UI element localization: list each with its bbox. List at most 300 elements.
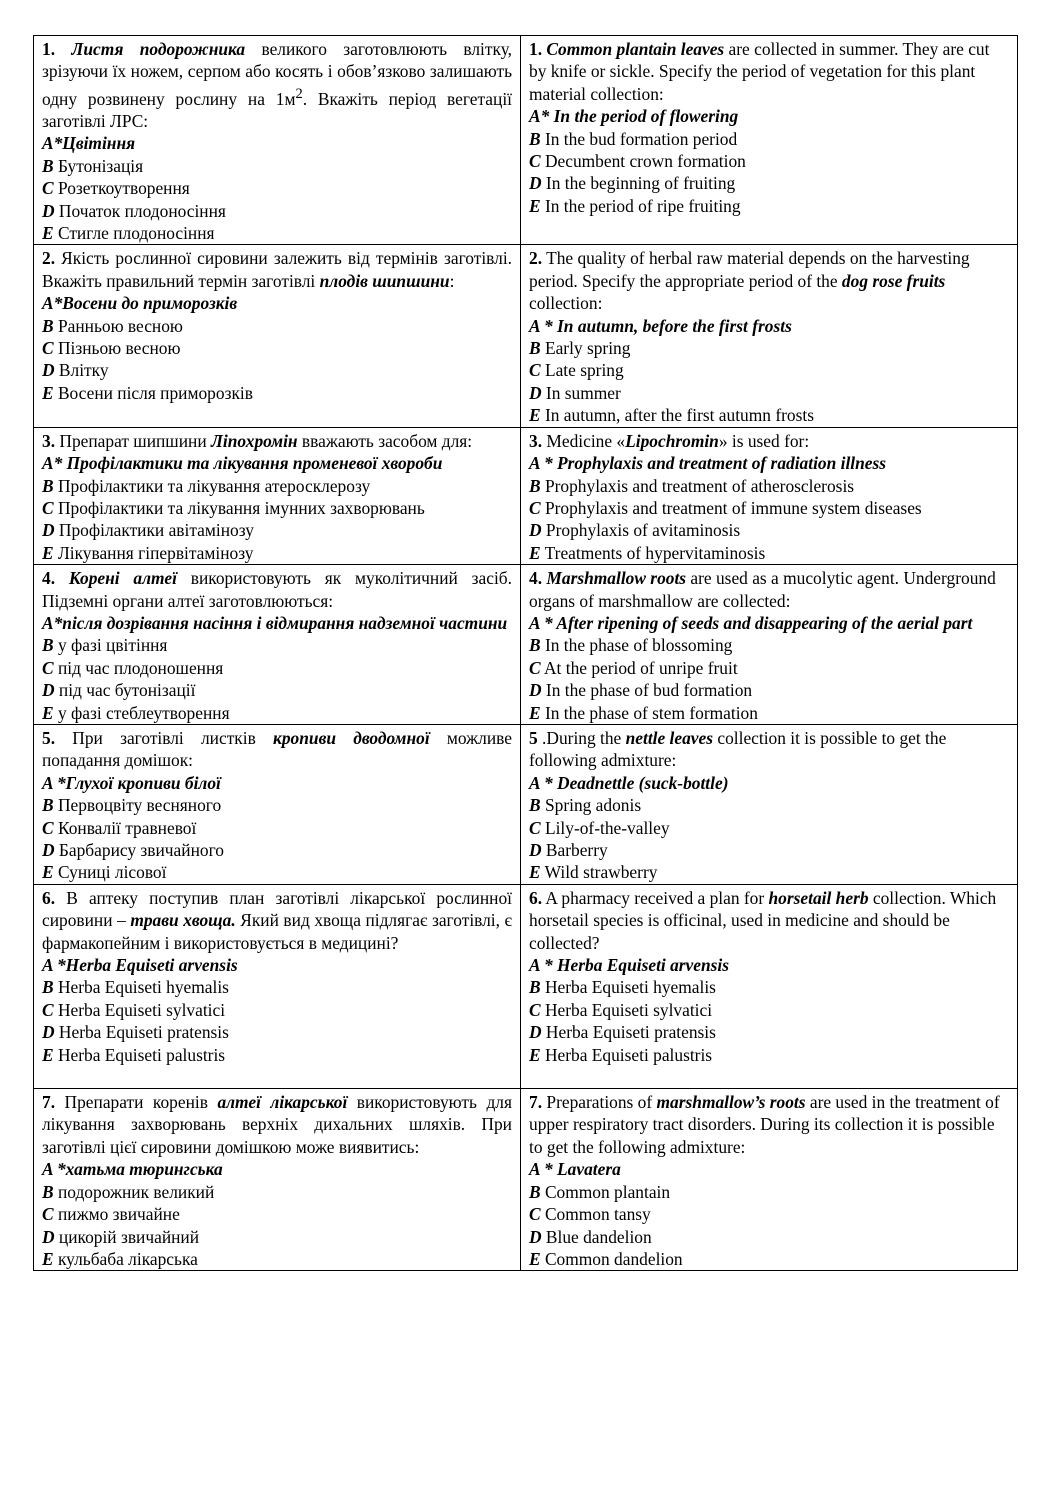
- question-number: 4.: [529, 568, 543, 589]
- option-letter: A: [42, 955, 53, 976]
- question-stem-part: використовують для лікування захворювань верхніх дихальних шляхів. При заготівлі цієї сировини домішкою може виявитись:: [42, 1092, 512, 1157]
- question-stem-part: вважають засобом для:: [297, 430, 473, 451]
- question-number: 7.: [529, 1092, 543, 1113]
- answer-option: [42, 1226, 512, 1248]
- option-letter: C: [529, 1204, 541, 1225]
- option-letter: C: [42, 999, 54, 1020]
- option-text: Первоцвіту весняного: [53, 795, 222, 816]
- question-number: 6.: [529, 887, 543, 908]
- answer-option-correct: [42, 132, 512, 154]
- option-text: Барбарису звичайного: [54, 840, 224, 861]
- question-stem-part: В аптеку поступив план заготівлі лікарської рослинної сировини –: [42, 887, 512, 931]
- option-text: Влітку: [54, 360, 109, 381]
- answer-option: [529, 702, 1009, 724]
- option-text: Wild strawberry: [540, 862, 658, 883]
- option-text: In summer: [541, 382, 621, 403]
- option-text: Розеткоутворення: [53, 178, 190, 199]
- option-letter: D: [42, 840, 55, 861]
- answer-option-correct: [529, 452, 1009, 474]
- option-text: Профілактики авітамінозу: [54, 520, 254, 541]
- option-text: In the phase of blossoming: [540, 635, 733, 656]
- question-stem-part: великого заготовлюють влітку, зрізуючи їх ножем, серпом або косять і обов’язково залишають одну розвинену рослину на 1м: [42, 39, 512, 109]
- question-row: [34, 245, 1018, 427]
- option-letter: E: [529, 1044, 541, 1065]
- option-text: під час плодоношення: [53, 657, 224, 678]
- option-letter: A: [42, 772, 53, 793]
- option-text: Пізньою весною: [53, 338, 181, 359]
- question-stem-part: are used as a mucolytic agent. Underground organs of marshmallow are collected:: [529, 568, 996, 611]
- answer-option: [529, 172, 1009, 194]
- option-letter: B: [42, 155, 54, 176]
- option-text: Суниці лісової: [53, 862, 167, 883]
- question-stem-part: » is used for:: [718, 430, 810, 451]
- option-letter: B: [529, 1181, 541, 1202]
- option-text: Початок плодоносіння: [54, 200, 226, 221]
- option-letter: D: [529, 680, 542, 701]
- answer-option: [529, 1044, 1009, 1066]
- option-text: Herba Equiseti sylvatici: [540, 999, 713, 1020]
- option-letter: D: [42, 1226, 55, 1247]
- option-letter: E: [529, 542, 541, 563]
- option-text: * In autumn, before the first frosts: [539, 315, 792, 336]
- option-letter: D: [42, 520, 55, 541]
- option-letter: B: [529, 128, 541, 149]
- answer-option: [529, 475, 1009, 497]
- question-key-term: плодів шипшини: [319, 270, 450, 291]
- question-text: [529, 887, 1009, 954]
- answer-option: [42, 999, 512, 1021]
- option-letter: B: [529, 338, 541, 359]
- option-letter: B: [529, 977, 541, 998]
- question-stem-part: При заготівлі листків: [55, 727, 274, 748]
- question-text: [529, 247, 1009, 314]
- option-letter: B: [42, 977, 54, 998]
- option-text: Herba Equiseti sylvatici: [53, 999, 226, 1020]
- option-letter: D: [529, 1226, 542, 1247]
- option-text: Herba Equiseti palustris: [540, 1044, 713, 1065]
- question-key-term: nettle leaves: [625, 727, 714, 748]
- answer-option: [529, 861, 1009, 883]
- question-number: 5: [529, 727, 538, 748]
- question-cell-uk: [34, 1089, 521, 1271]
- answer-option: [529, 817, 1009, 839]
- option-text: In the phase of bud formation: [541, 680, 753, 701]
- option-text: In the phase of stem formation: [540, 702, 758, 723]
- answer-option: [42, 222, 512, 244]
- option-letter: D: [529, 1022, 542, 1043]
- option-text: Ранньою весною: [53, 315, 183, 336]
- option-text: Common plantain: [540, 1181, 671, 1202]
- option-text: Late spring: [540, 360, 624, 381]
- answer-option-correct: [529, 315, 1009, 337]
- question-stem-part: collection:: [529, 293, 603, 314]
- option-text: Barberry: [541, 840, 608, 861]
- question-key-term: трави хвоща.: [130, 910, 236, 931]
- option-text: * Профілактики та лікування променевої хвороби: [53, 453, 443, 474]
- answer-option: [42, 382, 512, 404]
- option-text: In the bud formation period: [540, 128, 738, 149]
- answer-option: [529, 976, 1009, 998]
- option-letter: D: [529, 382, 542, 403]
- question-text: [42, 430, 512, 452]
- question-number: 5.: [42, 727, 56, 748]
- question-text: [529, 430, 1009, 452]
- option-text: *хатьма тюрингська: [52, 1159, 223, 1180]
- question-number: 2.: [42, 248, 56, 269]
- answer-option-correct: [529, 772, 1009, 794]
- option-letter: A: [529, 106, 541, 127]
- option-letter: A: [529, 453, 540, 474]
- option-letter: C: [42, 1204, 54, 1225]
- answer-option: [529, 497, 1009, 519]
- question-number: 3.: [529, 430, 543, 451]
- question-stem-part: Препарати коренів: [55, 1092, 218, 1113]
- answer-option: [42, 1248, 512, 1270]
- option-text: цикорій звичайний: [54, 1226, 200, 1247]
- option-text: під час бутонізації: [54, 680, 196, 701]
- option-text: * Deadnettle (suck-bottle): [539, 772, 729, 793]
- superscript: 2: [295, 85, 303, 102]
- option-text: Common dandelion: [540, 1248, 683, 1269]
- answer-option: [529, 128, 1009, 150]
- option-letter: A: [42, 453, 54, 474]
- option-letter: C: [42, 497, 54, 518]
- question-key-term: Ліпохромін: [210, 430, 298, 451]
- question-stem-part: :: [449, 270, 455, 291]
- option-text: * Lavatera: [539, 1159, 621, 1180]
- option-letter: D: [42, 360, 55, 381]
- answer-option: [529, 1248, 1009, 1270]
- answer-option: [529, 679, 1009, 701]
- option-letter: E: [529, 405, 541, 426]
- option-text: Бутонізація: [53, 155, 144, 176]
- question-text: [42, 727, 512, 772]
- question-number: 6.: [42, 887, 56, 908]
- answer-option: [42, 679, 512, 701]
- question-number: 1.: [529, 39, 543, 59]
- question-cell-uk: [34, 724, 521, 884]
- answer-option: [529, 999, 1009, 1021]
- option-letter: D: [529, 840, 542, 861]
- option-letter: E: [529, 195, 541, 216]
- question-stem-part: The quality of herbal raw material depends on the harvesting period. Specify the appropriate period of the: [529, 248, 970, 291]
- question-key-term: Lipochromin: [625, 430, 719, 451]
- answer-option-correct: [42, 292, 512, 314]
- question-cell-en: [521, 36, 1018, 245]
- option-text: Стигле плодоносіння: [53, 223, 215, 244]
- question-text: [42, 887, 512, 954]
- question-cell-uk: [34, 245, 521, 427]
- answer-option: [42, 1181, 512, 1203]
- option-letter: E: [42, 1044, 54, 1065]
- answer-option: [42, 497, 512, 519]
- answer-option-correct: [529, 954, 1009, 976]
- answer-option: [529, 337, 1009, 359]
- option-letter: D: [42, 200, 55, 221]
- option-letter: C: [42, 817, 54, 838]
- option-letter: E: [529, 862, 541, 883]
- answer-option: [529, 1181, 1009, 1203]
- option-letter: C: [529, 657, 541, 678]
- answer-option: [42, 315, 512, 337]
- answer-option: [42, 1021, 512, 1043]
- option-letter: C: [529, 360, 541, 381]
- option-text: *Цвітіння: [53, 133, 136, 154]
- question-number: 4.: [42, 568, 56, 589]
- question-text: [529, 1091, 1009, 1158]
- answer-option: [42, 657, 512, 679]
- question-row: [34, 724, 1018, 884]
- question-row: [34, 36, 1018, 245]
- question-cell-en: [521, 427, 1018, 564]
- option-letter: E: [42, 702, 54, 723]
- option-text: *Herba Equiseti arvensis: [52, 955, 238, 976]
- question-key-term: Marshmallow roots: [546, 568, 687, 589]
- answer-option: [529, 542, 1009, 564]
- option-text: Профілактики та лікування імунних захворювань: [53, 497, 425, 518]
- option-letter: A: [42, 1159, 53, 1180]
- question-cell-en: [521, 1089, 1018, 1271]
- option-text: * Herba Equiseti arvensis: [539, 955, 730, 976]
- answer-option-correct: [529, 1158, 1009, 1180]
- question-text: [42, 38, 512, 132]
- option-text: Prophylaxis and treatment of atherosclerosis: [540, 475, 855, 496]
- option-letter: E: [42, 223, 54, 244]
- question-text: [529, 38, 1009, 105]
- answer-option: [42, 817, 512, 839]
- answer-option: [42, 155, 512, 177]
- answer-option: [42, 861, 512, 883]
- question-cell-uk: [34, 427, 521, 564]
- question-stem-part: A pharmacy received a plan for: [542, 887, 769, 908]
- option-text: In autumn, after the first autumn frosts: [540, 405, 814, 426]
- answer-option: [42, 702, 512, 724]
- option-letter: A: [529, 612, 540, 633]
- option-letter: B: [529, 795, 541, 816]
- option-text: у фазі цвітіння: [53, 635, 168, 656]
- option-letter: B: [42, 635, 54, 656]
- option-text: у фазі стеблеутворення: [53, 702, 230, 723]
- option-letter: A: [529, 315, 540, 336]
- question-cell-en: [521, 565, 1018, 725]
- option-text: Treatments of hypervitaminosis: [540, 542, 766, 563]
- answer-option: [529, 404, 1009, 426]
- answer-option: [42, 634, 512, 656]
- question-row: [34, 565, 1018, 725]
- option-text: * After ripening of seeds and disappearing of the aerial part: [539, 612, 973, 633]
- option-text: *після дозрівання насіння і відмирання надземної частини: [53, 612, 508, 633]
- answer-option: [42, 519, 512, 541]
- answer-option: [42, 337, 512, 359]
- option-letter: D: [42, 1022, 55, 1043]
- answer-option-correct: [42, 452, 512, 474]
- option-text: Профілактики та лікування атеросклерозу: [53, 475, 371, 496]
- option-text: *Глухої кропиви білої: [52, 772, 221, 793]
- option-text: Blue dandelion: [541, 1226, 652, 1247]
- answer-option: [42, 177, 512, 199]
- option-letter: C: [529, 497, 541, 518]
- option-letter: E: [42, 382, 54, 403]
- option-letter: B: [529, 475, 541, 496]
- option-text: Herba Equiseti hyemalis: [540, 977, 716, 998]
- question-cell-uk: [34, 565, 521, 725]
- question-text: [42, 567, 512, 612]
- option-text: At the period of unripe fruit: [540, 657, 738, 678]
- question-key-term: Корені алтеї: [68, 568, 177, 589]
- question-stem-part: are collected in summer. They are cut by knife or sickle. Specify the period of vegetation for this plant material collection:: [529, 39, 990, 104]
- question-stem-part: використовують як муколітичний засіб. Підземні органи алтеї заготовлюються:: [42, 568, 512, 611]
- question-key-term: Common plantain leaves: [546, 39, 725, 59]
- option-text: Восени після приморозків: [53, 382, 253, 403]
- option-letter: E: [529, 702, 541, 723]
- option-letter: D: [529, 520, 542, 541]
- question-cell-en: [521, 245, 1018, 427]
- question-stem-part: Якість рослинної сировини залежить від термінів заготівлі. Вкажіть правильний термін заготівлі: [42, 248, 512, 291]
- option-letter: E: [529, 1248, 541, 1269]
- question-row: [34, 884, 1018, 1088]
- question-stem-part: are used in the treatment of upper respiratory tract disorders. During its collection it is possible to get the following admixture:: [529, 1092, 1000, 1157]
- option-letter: E: [42, 542, 54, 563]
- answer-option: [529, 657, 1009, 679]
- option-letter: B: [529, 635, 541, 656]
- option-text: Decumbent crown formation: [540, 151, 746, 172]
- answer-option: [529, 150, 1009, 172]
- answer-option: [529, 382, 1009, 404]
- question-stem-part: Препарат шипшини: [55, 430, 211, 451]
- answer-option-correct: [529, 612, 1009, 634]
- question-stem-part: можливе попадання домішок:: [42, 727, 512, 771]
- question-key-term: marshmallow’s roots: [656, 1092, 806, 1113]
- option-letter: C: [529, 999, 541, 1020]
- answer-option: [529, 1021, 1009, 1043]
- option-text: Spring adonis: [540, 795, 642, 816]
- question-cell-uk: [34, 36, 521, 245]
- question-number: 2.: [529, 248, 543, 269]
- question-cell-uk: [34, 884, 521, 1088]
- question-stem-part: [55, 39, 71, 59]
- question-number: 7.: [42, 1092, 56, 1113]
- question-stem-part: Preparations of: [542, 1092, 657, 1113]
- answer-option: [42, 976, 512, 998]
- answer-option-correct: [42, 772, 512, 794]
- answer-option: [529, 195, 1009, 217]
- answer-option-correct: [529, 105, 1009, 127]
- option-text: Prophylaxis of avitaminosis: [541, 520, 741, 541]
- question-number: 1.: [42, 39, 56, 59]
- option-text: Herba Equiseti pratensis: [54, 1022, 229, 1043]
- questions-table: [33, 35, 1018, 1271]
- answer-option-correct: [42, 612, 512, 634]
- answer-option: [42, 839, 512, 861]
- option-text: In the beginning of fruiting: [541, 173, 736, 194]
- option-text: * Prophylaxis and treatment of radiation illness: [539, 453, 887, 474]
- option-letter: A: [529, 772, 540, 793]
- question-cell-en: [521, 884, 1018, 1088]
- question-key-term: Листя подорожника: [71, 39, 246, 59]
- option-letter: B: [42, 475, 54, 496]
- answer-option: [42, 475, 512, 497]
- option-letter: A: [42, 133, 54, 154]
- option-text: Lily-of-the-valley: [540, 817, 670, 838]
- option-letter: C: [42, 338, 54, 359]
- question-row: [34, 1089, 1018, 1271]
- answer-option: [529, 839, 1009, 861]
- answer-option: [529, 794, 1009, 816]
- option-text: пижмо звичайне: [53, 1204, 180, 1225]
- question-row: [34, 427, 1018, 564]
- option-text: * In the period of flowering: [540, 106, 739, 127]
- option-text: Herba Equiseti palustris: [53, 1044, 226, 1065]
- question-stem-part: . Вкажіть період вегетації заготівлі ЛРС:: [42, 88, 512, 132]
- option-text: Herba Equiseti pratensis: [541, 1022, 716, 1043]
- answer-option: [42, 1044, 512, 1066]
- answer-option: [42, 359, 512, 381]
- option-letter: A: [529, 955, 540, 976]
- question-stem-part: Medicine «: [542, 430, 626, 451]
- question-text: [529, 567, 1009, 612]
- answer-option-correct: [42, 1158, 512, 1180]
- question-stem-part: collection it is possible to get the following admixture:: [529, 727, 947, 771]
- answer-option: [529, 634, 1009, 656]
- option-text: кульбаба лікарська: [53, 1248, 198, 1269]
- question-stem-part: .During the: [537, 727, 626, 748]
- option-letter: C: [529, 151, 541, 172]
- answer-option: [42, 794, 512, 816]
- question-key-term: horsetail herb: [768, 887, 869, 908]
- question-cell-en: [521, 724, 1018, 884]
- option-letter: B: [42, 1181, 54, 1202]
- option-text: подорожник великий: [53, 1181, 215, 1202]
- option-text: Herba Equiseti hyemalis: [53, 977, 229, 998]
- option-letter: B: [42, 315, 54, 336]
- option-letter: D: [42, 680, 55, 701]
- cell-spacer: [42, 1066, 512, 1088]
- option-letter: C: [42, 178, 54, 199]
- answer-option-correct: [42, 954, 512, 976]
- answer-option: [42, 200, 512, 222]
- option-letter: A: [42, 293, 54, 314]
- question-key-term: dog rose fruits: [841, 270, 946, 291]
- option-text: Early spring: [540, 338, 631, 359]
- question-text: [42, 1091, 512, 1158]
- question-key-term: алтеї лікарської: [217, 1092, 348, 1113]
- question-text: [529, 727, 1009, 772]
- option-text: In the period of ripe fruiting: [540, 195, 741, 216]
- answer-option: [529, 519, 1009, 541]
- option-text: *Восени до приморозків: [53, 293, 238, 314]
- option-text: Prophylaxis and treatment of immune system diseases: [540, 497, 922, 518]
- answer-option: [42, 1203, 512, 1225]
- answer-option: [42, 542, 512, 564]
- option-letter: C: [529, 817, 541, 838]
- option-text: Лікування гіпервітамінозу: [53, 542, 254, 563]
- option-text: Common tansy: [540, 1204, 651, 1225]
- option-letter: E: [42, 862, 54, 883]
- answer-option: [529, 359, 1009, 381]
- option-letter: D: [529, 173, 542, 194]
- option-letter: E: [42, 1248, 54, 1269]
- question-number: 3.: [42, 430, 56, 451]
- answer-option: [529, 1203, 1009, 1225]
- option-letter: C: [42, 657, 54, 678]
- option-text: Конвалії травневої: [53, 817, 197, 838]
- question-stem-part: Який вид хвоща підлягає заготівлі, є фармакопейним і використовується в медицині?: [42, 910, 512, 953]
- option-letter: A: [529, 1159, 540, 1180]
- question-stem-part: collection. Which horsetail species is officinal, used in medicine and should be collected?: [529, 887, 997, 953]
- question-text: [42, 247, 512, 292]
- question-key-term: кропиви дводомної: [273, 727, 430, 748]
- option-letter: A: [42, 612, 54, 633]
